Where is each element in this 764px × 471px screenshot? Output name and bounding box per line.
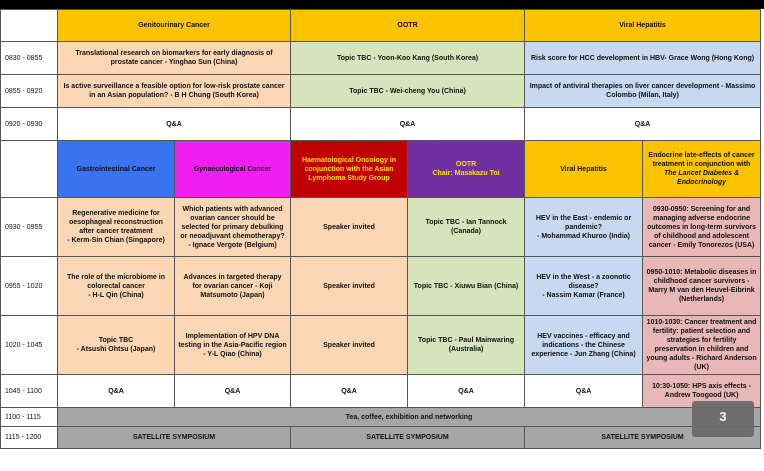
- session-cell-vh: HEV vaccines - efficacy and indications - the Chinese experience - Jun Zhang (China): [525, 316, 643, 375]
- track-haematological: Haematological Oncology in conjunction with the Asian Lymphoma Study Group: [291, 141, 408, 198]
- talk-speaker: - H-L Qin (China): [88, 291, 144, 299]
- ootr-title: OOTR: [455, 161, 477, 168]
- header-row-a: [1, 10, 761, 42]
- session-cell-endo: 1010-1030: Cancer treatment and fertility: patient selection and strategies for fertility preservation in children and young adults - Richard Anderson (UK): [643, 316, 761, 375]
- endocrine-partner: The Lancet Diabetes & Endocrinology: [663, 170, 740, 186]
- time-slot: 0855 - 0920: [1, 75, 58, 108]
- session-row: [1, 257, 761, 316]
- talk-title: Which patients with advanced ovarian cancer should be selected for primary debulking or neoadjuvant chemotherapy?: [180, 205, 285, 240]
- corner-cell: [1, 10, 58, 42]
- qa-cell: Q&A: [525, 375, 643, 408]
- session-cell-vh: Impact of antiviral therapies on liver cancer development - Massimo Colombo (Milan, Italy): [525, 75, 761, 108]
- session-row: [1, 316, 761, 375]
- schedule-table: [0, 9, 761, 449]
- time-slot: 1020 - 1045: [1, 316, 58, 375]
- qa-cell: Q&A: [291, 375, 408, 408]
- session-row: [1, 198, 761, 257]
- time-slot: 0920 - 0930: [1, 108, 58, 141]
- session-cell-ootr: Topic TBC - Wei-cheng You (China): [291, 75, 525, 108]
- qa-cell: Q&A: [175, 375, 291, 408]
- time-slot: 0830 - 0855: [1, 42, 58, 75]
- session-cell-ootr: Topic TBC - Xiuwu Bian (China): [408, 257, 525, 316]
- satellite-cell: SATELLITE SYMPOSIUM: [58, 427, 291, 449]
- qa-cell: Q&A: [58, 108, 291, 141]
- session-cell-endo: 0930-0950: Screening for and managing adverse endocrine outcomes in long-term survivors of childhood and adolescent cancer - Emily Tonorezos (USA): [643, 198, 761, 257]
- session-cell-haem: Speaker invited: [291, 316, 408, 375]
- ootr-chair: Chair: Masakazu Toi: [432, 170, 500, 177]
- qa-cell: Q&A: [525, 108, 761, 141]
- session-cell-vh: [525, 257, 643, 316]
- qa-row: [1, 375, 761, 408]
- satellite-cell: SATELLITE SYMPOSIUM: [525, 427, 761, 449]
- track-viral-hepatitis: Viral Hepatitis: [525, 10, 761, 42]
- track-ootr-b: [408, 141, 525, 198]
- talk-title: HEV in the East - endemic or pandemic?: [535, 214, 632, 231]
- session-cell-gyn: Implementation of HPV DNA testing in the Asia-Pacific region - Y-L Qiao (China): [175, 316, 291, 375]
- session-cell-vh: Risk score for HCC development in HBV- Grace Wong (Hong Kong): [525, 42, 761, 75]
- session-cell-haem: Speaker invited: [291, 198, 408, 257]
- break-row: [1, 408, 761, 427]
- header-row-b: [1, 141, 761, 198]
- satellite-cell: SATELLITE SYMPOSIUM: [291, 427, 525, 449]
- track-gastrointestinal: Gastrointestinal Cancer: [58, 141, 175, 198]
- session-cell-ootr: Topic TBC - Paul Mainwaring (Australia): [408, 316, 525, 375]
- qa-cell: Q&A: [408, 375, 525, 408]
- session-cell-gu: Translational research on biomarkers for early diagnosis of prostate cancer - Yinghao Sun (China): [58, 42, 291, 75]
- talk-speaker: - Atsushi Ohtsu (Japan): [76, 346, 156, 353]
- track-viral-hepatitis-b: Viral Hepatitis: [525, 141, 643, 198]
- satellite-row: [1, 427, 761, 449]
- time-slot: 1045 - 1100: [1, 375, 58, 408]
- corner-cell: [1, 141, 58, 198]
- talk-speaker: - Kerm-Sin Chian (Singapore): [67, 237, 165, 244]
- time-slot: 1100 - 1115: [1, 408, 58, 427]
- track-gynaecological: Gynaecological Cancer: [175, 141, 291, 198]
- session-cell-gu: Is active surveillance a feasible option for low-risk prostate cancer in an Asian population? - B H Chung (South Korea): [58, 75, 291, 108]
- time-slot: 1115 - 1200: [1, 427, 58, 449]
- session-cell-gi: [58, 198, 175, 257]
- qa-cell: Q&A: [58, 375, 175, 408]
- talk-title: The role of the microbiome in colorectal cancer: [66, 273, 165, 290]
- session-cell-haem: Speaker invited: [291, 257, 408, 316]
- session-cell-gyn: [175, 198, 291, 257]
- session-cell-gyn: Advances in targeted therapy for ovarian cancer - Koji Matsumoto (Japan): [175, 257, 291, 316]
- talk-title: HEV in the West - a zoonotic disease?: [536, 273, 631, 290]
- session-cell-endo: 0950-1010: Metabolic diseases in childhood cancer survivors - Marry M van den Heuvel-Eibrink (Netherlands): [643, 257, 761, 316]
- time-slot: 0955 - 1020: [1, 257, 58, 316]
- break-cell: Tea, coffee, exhibition and networking: [58, 408, 761, 427]
- track-ootr: OOTR: [291, 10, 525, 42]
- track-genitourinary: Genitourinary Cancer: [58, 10, 291, 42]
- session-cell-endo: 10:30-1050: HPS axis effects - Andrew Toogood (UK): [643, 375, 761, 408]
- session-cell-gi: [58, 316, 175, 375]
- session-row: [1, 75, 761, 108]
- time-slot: 0930 - 0955: [1, 198, 58, 257]
- talk-speaker: - Ignace Vergote (Belgium): [188, 241, 277, 249]
- qa-cell: Q&A: [291, 108, 525, 141]
- top-black-bar: [0, 0, 764, 9]
- session-cell-ootr: Topic TBC - Yoon-Koo Kang (South Korea): [291, 42, 525, 75]
- talk-title: Topic TBC: [98, 337, 134, 344]
- session-cell-gi: [58, 257, 175, 316]
- talk-speaker: - Mohammad Khuroo (India): [537, 232, 630, 240]
- track-endocrine: [643, 141, 761, 198]
- session-cell-vh: [525, 198, 643, 257]
- qa-row: [1, 108, 761, 141]
- talk-title: Regenerative medicine for oesophageal reconstruction after cancer treatment: [69, 210, 163, 235]
- page-number-badge[interactable]: 3: [692, 401, 754, 437]
- talk-speaker: - Nassim Kamar (France): [542, 291, 625, 299]
- session-row: [1, 42, 761, 75]
- endocrine-title: Endocrine late-effects of cancer treatment in conjunction with: [648, 152, 755, 168]
- session-cell-ootr: Topic TBC - Ian Tannock (Canada): [408, 198, 525, 257]
